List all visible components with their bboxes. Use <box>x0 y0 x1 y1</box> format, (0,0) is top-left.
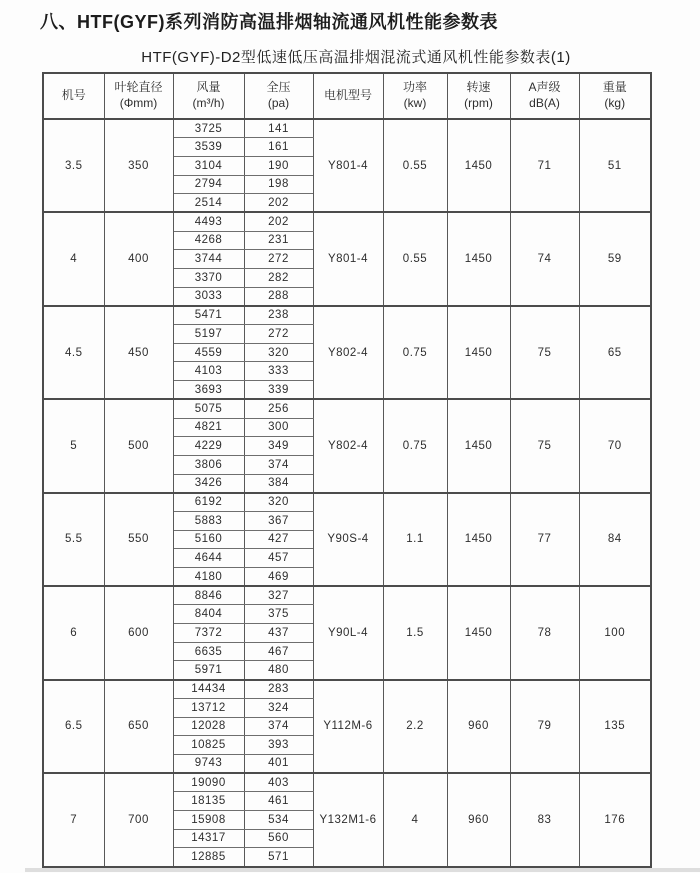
header-label: 风量 <box>196 80 221 95</box>
cell-power: 1.1 <box>383 493 447 586</box>
header-unit: dB(A) <box>529 96 560 110</box>
cell-pressure: 457 <box>244 549 313 568</box>
cell-flow: 2794 <box>173 175 244 194</box>
cell-speed: 1450 <box>447 306 510 399</box>
cell-weight: 70 <box>579 399 651 492</box>
cell-speed: 1450 <box>447 586 510 679</box>
cell-impeller-diameter: 700 <box>104 773 173 866</box>
cell-pressure: 320 <box>244 493 313 512</box>
table-row <box>43 773 651 792</box>
cell-speed: 960 <box>447 680 510 773</box>
cell-pressure: 202 <box>244 194 313 213</box>
cell-flow: 5971 <box>173 661 244 680</box>
cell-speed: 1450 <box>447 119 510 212</box>
cell-weight: 65 <box>579 306 651 399</box>
cell-flow: 15908 <box>173 810 244 829</box>
header-label: 叶轮直径 <box>114 80 163 95</box>
cell-motor-model: Y801-4 <box>313 212 383 305</box>
cell-pressure: 256 <box>244 399 313 418</box>
cell-pressure: 288 <box>244 287 313 306</box>
table-row <box>43 680 651 699</box>
table-subtitle: HTF(GYF)-D2型低速低压高温排烟混流式通风机性能参数表(1) <box>141 49 571 66</box>
cell-pressure: 272 <box>244 250 313 269</box>
cell-flow: 14317 <box>173 829 244 848</box>
cell-noise-level: 75 <box>510 399 579 492</box>
cell-flow: 4103 <box>173 362 244 381</box>
cell-pressure: 282 <box>244 269 313 288</box>
cell-flow: 13712 <box>173 698 244 717</box>
header-label: 重量 <box>602 80 627 95</box>
cell-pressure: 349 <box>244 437 313 456</box>
cell-flow: 5197 <box>173 325 244 344</box>
header-impeller-diameter <box>104 73 173 119</box>
cell-pressure: 190 <box>244 156 313 175</box>
cell-power: 0.55 <box>383 212 447 305</box>
performance-table <box>42 72 652 868</box>
cell-pressure: 467 <box>244 642 313 661</box>
table-row <box>43 119 651 138</box>
cell-motor-model: Y132M1-6 <box>313 773 383 866</box>
cell-model-no: 6.5 <box>43 680 104 773</box>
cell-power: 1.5 <box>383 586 447 679</box>
cell-pressure: 427 <box>244 530 313 549</box>
header-label: 电机型号 <box>323 88 372 103</box>
cell-flow: 3744 <box>173 250 244 269</box>
fan-size-group <box>43 773 651 866</box>
cell-flow: 5471 <box>173 306 244 325</box>
cell-impeller-diameter: 550 <box>104 493 173 586</box>
cell-pressure: 375 <box>244 605 313 624</box>
header-unit: (rpm) <box>464 96 493 110</box>
table-header <box>43 73 651 119</box>
cell-flow: 6635 <box>173 642 244 661</box>
cell-flow: 7372 <box>173 624 244 643</box>
fan-size-group <box>43 493 651 586</box>
cell-motor-model: Y90S-4 <box>313 493 383 586</box>
cell-pressure: 480 <box>244 661 313 680</box>
cell-impeller-diameter: 400 <box>104 212 173 305</box>
cell-pressure: 384 <box>244 474 313 493</box>
cell-flow: 3370 <box>173 269 244 288</box>
cell-pressure: 231 <box>244 231 313 250</box>
cell-flow: 10825 <box>173 736 244 755</box>
cell-pressure: 339 <box>244 381 313 400</box>
cell-flow: 6192 <box>173 493 244 512</box>
cell-impeller-diameter: 350 <box>104 119 173 212</box>
cell-power: 2.2 <box>383 680 447 773</box>
cell-model-no: 4.5 <box>43 306 104 399</box>
fan-size-group <box>43 586 651 679</box>
cell-flow: 3539 <box>173 138 244 157</box>
cell-flow: 8846 <box>173 586 244 605</box>
cell-impeller-diameter: 450 <box>104 306 173 399</box>
header-weight <box>579 73 651 119</box>
cell-power: 0.75 <box>383 306 447 399</box>
cell-model-no: 6 <box>43 586 104 679</box>
cell-pressure: 374 <box>244 455 313 474</box>
cell-flow: 12885 <box>173 848 244 867</box>
cell-motor-model: Y802-4 <box>313 399 383 492</box>
cell-motor-model: Y112M-6 <box>313 680 383 773</box>
cell-flow: 3426 <box>173 474 244 493</box>
cell-speed: 1450 <box>447 399 510 492</box>
cell-flow: 3693 <box>173 381 244 400</box>
cell-weight: 176 <box>579 773 651 866</box>
cell-pressure: 300 <box>244 418 313 437</box>
fan-size-group <box>43 680 651 773</box>
header-unit: (Φmm) <box>119 96 158 110</box>
header-noise-level <box>510 73 579 119</box>
cell-pressure: 469 <box>244 568 313 587</box>
cell-pressure: 238 <box>244 306 313 325</box>
header-unit: (kg) <box>604 96 626 110</box>
cell-impeller-diameter: 600 <box>104 586 173 679</box>
scan-shadow <box>25 868 700 872</box>
cell-pressure: 198 <box>244 175 313 194</box>
header-label: 机号 <box>61 88 86 103</box>
cell-pressure: 560 <box>244 829 313 848</box>
cell-flow: 4559 <box>173 343 244 362</box>
table-row <box>43 212 651 231</box>
cell-power: 0.55 <box>383 119 447 212</box>
header-unit: (m³/h) <box>192 96 225 110</box>
cell-flow: 12028 <box>173 717 244 736</box>
cell-flow: 4644 <box>173 549 244 568</box>
cell-flow: 4180 <box>173 568 244 587</box>
cell-motor-model: Y90L-4 <box>313 586 383 679</box>
header-flow <box>173 73 244 119</box>
cell-speed: 960 <box>447 773 510 866</box>
table-row <box>43 586 651 605</box>
cell-impeller-diameter: 650 <box>104 680 173 773</box>
cell-flow: 4229 <box>173 437 244 456</box>
cell-noise-level: 71 <box>510 119 579 212</box>
cell-pressure: 283 <box>244 680 313 699</box>
cell-pressure: 161 <box>244 138 313 157</box>
cell-flow: 4268 <box>173 231 244 250</box>
cell-pressure: 571 <box>244 848 313 867</box>
cell-flow: 3104 <box>173 156 244 175</box>
cell-pressure: 141 <box>244 119 313 138</box>
cell-noise-level: 78 <box>510 586 579 679</box>
cell-pressure: 272 <box>244 325 313 344</box>
cell-weight: 100 <box>579 586 651 679</box>
cell-noise-level: 75 <box>510 306 579 399</box>
cell-speed: 1450 <box>447 212 510 305</box>
cell-speed: 1450 <box>447 493 510 586</box>
cell-flow: 5160 <box>173 530 244 549</box>
cell-model-no: 7 <box>43 773 104 866</box>
fan-size-group <box>43 306 651 399</box>
cell-pressure: 403 <box>244 773 313 792</box>
fan-size-group <box>43 212 651 305</box>
header-label: 全压 <box>266 80 291 95</box>
cell-motor-model: Y801-4 <box>313 119 383 212</box>
cell-flow: 4493 <box>173 212 244 231</box>
cell-flow: 18135 <box>173 792 244 811</box>
fan-size-group <box>43 119 651 212</box>
header-row <box>43 73 651 119</box>
cell-pressure: 202 <box>244 212 313 231</box>
cell-flow: 19090 <box>173 773 244 792</box>
cell-flow: 2514 <box>173 194 244 213</box>
cell-pressure: 437 <box>244 624 313 643</box>
cell-motor-model: Y802-4 <box>313 306 383 399</box>
cell-weight: 135 <box>579 680 651 773</box>
page-title: 八、HTF(GYF)系列消防高温排烟轴流通风机性能参数表 <box>40 12 498 32</box>
cell-noise-level: 74 <box>510 212 579 305</box>
table-row <box>43 493 651 512</box>
header-unit: (pa) <box>267 96 290 110</box>
cell-flow: 3725 <box>173 119 244 138</box>
cell-weight: 59 <box>579 212 651 305</box>
table-row <box>43 306 651 325</box>
cell-pressure: 534 <box>244 810 313 829</box>
cell-flow: 4821 <box>173 418 244 437</box>
cell-flow: 5075 <box>173 399 244 418</box>
header-model-no <box>43 73 104 119</box>
cell-pressure: 374 <box>244 717 313 736</box>
cell-noise-level: 83 <box>510 773 579 866</box>
cell-pressure: 333 <box>244 362 313 381</box>
header-pressure <box>244 73 313 119</box>
cell-pressure: 327 <box>244 586 313 605</box>
cell-model-no: 3.5 <box>43 119 104 212</box>
cell-noise-level: 79 <box>510 680 579 773</box>
cell-pressure: 320 <box>244 343 313 362</box>
cell-noise-level: 77 <box>510 493 579 586</box>
cell-flow: 14434 <box>173 680 244 699</box>
header-power <box>383 73 447 119</box>
cell-model-no: 4 <box>43 212 104 305</box>
cell-pressure: 367 <box>244 511 313 530</box>
cell-pressure: 401 <box>244 754 313 773</box>
cell-model-no: 5 <box>43 399 104 492</box>
header-label: A声级 <box>528 80 561 95</box>
cell-model-no: 5.5 <box>43 493 104 586</box>
cell-flow: 9743 <box>173 754 244 773</box>
cell-impeller-diameter: 500 <box>104 399 173 492</box>
cell-power: 0.75 <box>383 399 447 492</box>
header-label: 转速 <box>466 80 491 95</box>
cell-flow: 3033 <box>173 287 244 306</box>
cell-flow: 3806 <box>173 455 244 474</box>
table-row <box>43 399 651 418</box>
header-speed <box>447 73 510 119</box>
cell-power: 4 <box>383 773 447 866</box>
header-unit: (kw) <box>403 96 427 110</box>
fan-size-group <box>43 399 651 492</box>
cell-flow: 5883 <box>173 511 244 530</box>
header-motor-model <box>313 73 383 119</box>
cell-weight: 84 <box>579 493 651 586</box>
cell-flow: 8404 <box>173 605 244 624</box>
cell-weight: 51 <box>579 119 651 212</box>
header-label: 功率 <box>402 80 427 95</box>
cell-pressure: 393 <box>244 736 313 755</box>
cell-pressure: 324 <box>244 698 313 717</box>
cell-pressure: 461 <box>244 792 313 811</box>
